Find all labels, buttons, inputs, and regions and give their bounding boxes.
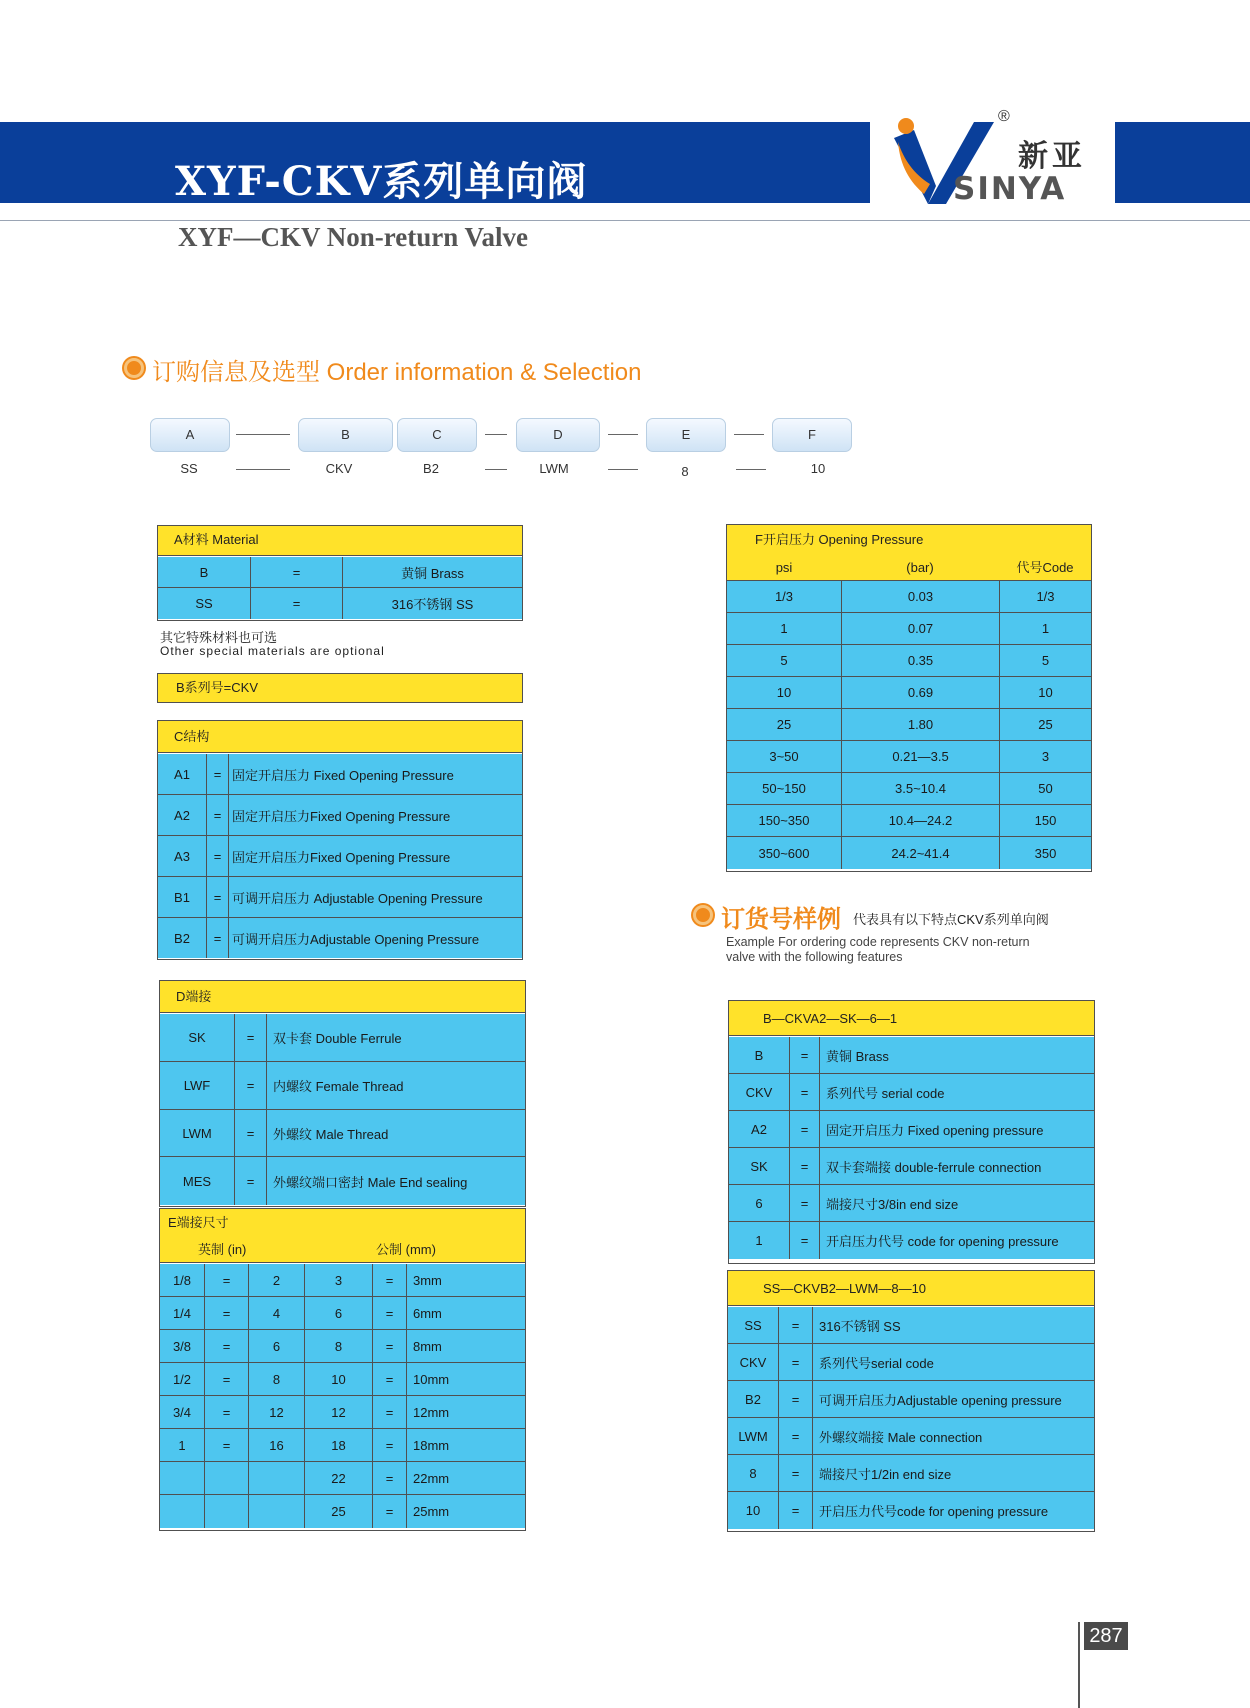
cell-in: 1/4 [172,1305,192,1321]
cell-eq: = [204,1363,248,1395]
cell-desc: 系列代号serial code [812,1344,1094,1380]
table-row [160,1264,525,1297]
cell-eq: = [789,1074,819,1110]
cell-eq: = [250,588,342,619]
cell-size: 8 [248,1363,304,1395]
cell-desc: 双卡套 Double Ferrule [266,1014,525,1061]
cell-eq: = [372,1462,406,1494]
cell-desc: 316不锈钢 SS [342,588,522,619]
cell-mm-label: 25mm [406,1495,525,1528]
table-row [729,1037,1094,1074]
cell-code: A3 [174,848,190,864]
cell-desc: 固定开启压力Fixed Opening Pressure [228,836,522,876]
table-material [157,525,523,621]
code-value-b: CKV [325,461,353,476]
table-opening-pressure [726,524,1092,872]
cell-eq: = [789,1111,819,1147]
cell-psi: 3~50 [769,749,799,764]
cell-code: B [199,564,209,580]
table-row [727,613,1091,645]
cell-eq: = [789,1222,819,1259]
header-bar: (bar) [906,560,934,575]
cell-eq: = [234,1014,266,1061]
page-number: 287 [1084,1622,1128,1650]
cell-mm: 10 [304,1363,372,1395]
cell-code: B2 [174,930,190,946]
cell-mm-label: 18mm [406,1429,525,1461]
code-value-d: LWM [539,461,569,476]
cell-eq: = [372,1429,406,1461]
page-number-rule [1078,1622,1080,1708]
code-dash [608,434,638,435]
cell-eq: = [778,1418,812,1454]
cell-code: B2 [745,1391,761,1407]
cell-code: 1 [999,613,1091,644]
table-row [729,1222,1094,1259]
cell-mm-label: 22mm [406,1462,525,1494]
subheader-metric: 公制 (mm) [376,1242,436,1257]
cell-eq: = [778,1455,812,1491]
cell-code: 50 [999,773,1091,804]
cell-eq: = [778,1492,812,1529]
cell-mm: 22 [304,1462,372,1494]
cell-eq: = [204,1297,248,1329]
cell-desc: 黄铜 Brass [819,1037,1094,1073]
table-row [158,588,522,619]
cell-eq: = [372,1264,406,1296]
cell-desc: 双卡套端接 double-ferrule connection [819,1148,1094,1184]
table-row [728,1455,1094,1492]
cell-code: LWM [738,1428,768,1444]
cell-bar: 0.21—3.5 [841,741,999,772]
cell-code: 6 [755,1195,763,1211]
cell-eq: = [789,1148,819,1184]
table-title: C结构 [158,721,522,753]
table-title: SS—CKVB2—LWM—8—10 [728,1271,1094,1306]
code-box-c: C [397,418,477,452]
table-row [729,1111,1094,1148]
cell-code: 8 [749,1465,757,1481]
example-table-2 [727,1270,1095,1532]
table-title: A材料 Material [158,526,522,556]
example-heading: 订货号样例 [721,906,841,933]
cell-eq: = [372,1495,406,1528]
cell-code: 1 [755,1233,763,1248]
table-row [160,1062,525,1110]
table-row [727,837,1091,869]
table-row [728,1418,1094,1455]
cell-psi: 1 [780,621,788,636]
header-band-right [1115,122,1250,203]
cell-code: A2 [751,1121,767,1137]
cell-psi: 1/3 [774,589,794,604]
code-value-f: 10 [810,461,826,476]
example-heading-sub: 代表具有以下特点CKV系列单向阀 [853,912,1049,927]
material-note-en: Other special materials are optional [160,644,385,658]
table-series [157,673,523,703]
table-row [728,1307,1094,1344]
cell-code: 10 [999,677,1091,708]
cell-code: 5 [999,645,1091,676]
table-row [160,1462,525,1495]
code-box-f: F [772,418,852,452]
cell-code: A1 [174,766,190,782]
table-row [728,1344,1094,1381]
table-row [729,1148,1094,1185]
value-dash [608,469,638,470]
cell-bar: 0.03 [841,581,999,612]
code-box-b: B [298,418,393,452]
logo-text-en: SINYA [953,171,1067,207]
cell-eq: = [789,1185,819,1221]
table-row [160,1110,525,1157]
cell-eq: = [234,1110,266,1156]
code-dash [236,434,290,435]
table-title: F开启压力 Opening Pressure [727,525,1091,555]
cell-eq: = [234,1062,266,1109]
cell-bar: 0.07 [841,613,999,644]
cell-eq: = [206,836,228,876]
cell-desc: 黄铜 Brass [342,557,522,587]
table-row [728,1381,1094,1418]
cell-desc: 316不锈钢 SS [812,1307,1094,1343]
cell-size [248,1495,304,1528]
table-row [160,1014,525,1062]
cell-code: CKV [739,1354,767,1370]
cell-size: 16 [248,1429,304,1461]
cell-code: 10 [745,1503,761,1518]
cell-psi: 5 [780,653,788,668]
cell-psi: 50~150 [762,781,806,796]
cell-size: 4 [248,1297,304,1329]
cell-eq: = [206,795,228,835]
cell-in [160,1495,204,1528]
cell-eq: = [778,1307,812,1343]
cell-mm-label: 10mm [406,1363,525,1395]
cell-mm: 25 [304,1495,372,1528]
cell-code: 25 [999,709,1091,740]
table-row [727,709,1091,741]
cell-eq: = [204,1429,248,1461]
cell-mm-label: 6mm [406,1297,525,1329]
cell-mm: 8 [304,1330,372,1362]
cell-size: 6 [248,1330,304,1362]
value-dash [736,469,766,470]
cell-eq [204,1495,248,1528]
cell-psi: 25 [776,717,792,732]
cell-desc: 外螺纹端接 Male connection [812,1418,1094,1454]
code-value-a: SS [180,461,198,476]
cell-desc: 开启压力代号code for opening pressure [812,1492,1094,1529]
cell-bar: 24.2~41.4 [841,837,999,869]
table-row [727,645,1091,677]
subheader-imperial: 英制 (in) [198,1242,247,1257]
cell-psi: 150~350 [758,813,810,828]
cell-in: 1/8 [172,1272,192,1288]
bullet-icon [693,905,713,925]
cell-mm-label: 8mm [406,1330,525,1362]
table-row [158,754,522,795]
table-row [158,877,522,918]
table-title: B系列号=CKV [158,674,522,702]
value-dash [485,469,507,470]
cell-eq: = [204,1264,248,1296]
value-dash [236,469,290,470]
table-row [160,1429,525,1462]
cell-eq: = [234,1157,266,1205]
example-table-1 [728,1000,1095,1264]
cell-bar: 3.5~10.4 [841,773,999,804]
cell-desc: 端接尺寸3/8in end size [819,1185,1094,1221]
cell-eq: = [778,1381,812,1417]
table-row [727,677,1091,709]
cell-mm: 6 [304,1297,372,1329]
cell-code: CKV [745,1084,773,1100]
table-row [727,581,1091,613]
cell-desc: 可调开启压力 Adjustable Opening Pressure [228,877,522,917]
cell-code: 350 [999,837,1091,869]
cell-eq: = [372,1396,406,1428]
header-psi: psi [775,560,793,575]
table-row [729,1185,1094,1222]
cell-code: 1/3 [999,581,1091,612]
cell-in [160,1462,204,1494]
cell-eq [204,1462,248,1494]
table-row [728,1492,1094,1529]
cell-mm-label: 12mm [406,1396,525,1428]
table-row [160,1330,525,1363]
logo-text-cn: 新亚 [1018,139,1086,174]
cell-in: 3/8 [172,1338,192,1354]
table-connection [159,980,526,1207]
cell-in: 1 [178,1437,186,1453]
cell-eq: = [789,1037,819,1073]
table-row [158,918,522,958]
code-value-c: B2 [423,461,439,476]
cell-mm: 3 [304,1264,372,1296]
table-row [160,1396,525,1429]
table-row [727,805,1091,837]
table-row [729,1074,1094,1111]
cell-eq: = [204,1330,248,1362]
page-title-en: XYF—CKV Non-return Valve [178,222,529,252]
cell-eq: = [206,918,228,958]
table-row [727,773,1091,805]
cell-eq: = [372,1363,406,1395]
table-title: E端接尺寸 [160,1209,525,1236]
cell-eq: = [204,1396,248,1428]
example-desc-line1: Example For ordering code represents CKV non-return [726,935,1030,949]
cell-desc: 外螺纹 Male Thread [266,1110,525,1156]
cell-code: 150 [999,805,1091,836]
cell-desc: 内螺纹 Female Thread [266,1062,525,1109]
cell-code: A2 [174,807,190,823]
table-row [160,1495,525,1528]
cell-eq: = [250,557,342,587]
cell-in: 3/4 [172,1404,192,1420]
cell-eq: = [372,1330,406,1362]
cell-code: LWF [183,1078,211,1093]
cell-desc: 可调开启压力Adjustable Opening Pressure [228,918,522,958]
cell-size [248,1462,304,1494]
example-desc-line2: valve with the following features [726,950,903,964]
cell-mm: 18 [304,1429,372,1461]
header-divider [0,220,1250,221]
table-subheader [160,1236,525,1263]
cell-code: B1 [174,889,190,905]
cell-desc: 固定开启压力 Fixed Opening Pressure [228,754,522,794]
cell-bar: 10.4—24.2 [841,805,999,836]
table-structure [157,720,523,960]
registered-mark: ® [998,108,1010,125]
cell-size: 12 [248,1396,304,1428]
cell-code: 3 [999,741,1091,772]
order-heading: 订购信息及选型 Order information & Selection [152,359,642,386]
cell-size: 2 [248,1264,304,1296]
table-row [160,1363,525,1396]
cell-code: SS [744,1317,762,1333]
cell-in: 1/2 [172,1371,192,1387]
cell-bar: 1.80 [841,709,999,740]
material-note-cn: 其它特殊材料也可选 [160,630,278,645]
cell-desc: 固定开启压力Fixed Opening Pressure [228,795,522,835]
cell-code: SK [188,1030,206,1045]
code-box-a: A [150,418,230,452]
cell-desc: 开启压力代号 code for opening pressure [819,1222,1094,1259]
cell-desc: 系列代号 serial code [819,1074,1094,1110]
code-box-d: D [516,418,600,452]
cell-desc: 外螺纹端口密封 Male End sealing [266,1157,525,1205]
cell-desc: 端接尺寸1/2in end size [812,1455,1094,1491]
table-row [158,557,522,588]
code-value-e: 8 [681,464,689,479]
table-end-size [159,1208,526,1531]
cell-bar: 0.35 [841,645,999,676]
code-dash [734,434,764,435]
table-row [160,1157,525,1205]
page-title-cn: XYF-CKV系列单向阀 [175,158,588,205]
cell-psi: 350~600 [758,845,810,861]
cell-bar: 0.69 [841,677,999,708]
cell-code: SS [195,596,213,611]
cell-eq: = [206,877,228,917]
cell-code: MES [182,1173,212,1189]
code-box-e: E [646,418,726,452]
table-row [158,795,522,836]
cell-eq: = [206,754,228,794]
table-row [160,1297,525,1330]
cell-psi: 10 [776,685,792,700]
cell-desc: 可调开启压力Adjustable opening pressure [812,1381,1094,1417]
code-dash [485,434,507,435]
cell-mm: 12 [304,1396,372,1428]
table-title: B—CKVA2—SK—6—1 [729,1001,1094,1036]
cell-code: LWM [182,1125,212,1141]
table-title: D端接 [160,981,525,1013]
table-row [158,836,522,877]
cell-mm-label: 3mm [406,1264,525,1296]
cell-eq: = [372,1297,406,1329]
bullet-icon [124,358,144,378]
cell-eq: = [778,1344,812,1380]
header-code: 代号Code [1016,560,1074,575]
table-headers [727,555,1091,581]
table-row [727,741,1091,773]
cell-code: B [754,1047,764,1063]
cell-desc: 固定开启压力 Fixed opening pressure [819,1111,1094,1147]
cell-code: SK [750,1158,768,1174]
